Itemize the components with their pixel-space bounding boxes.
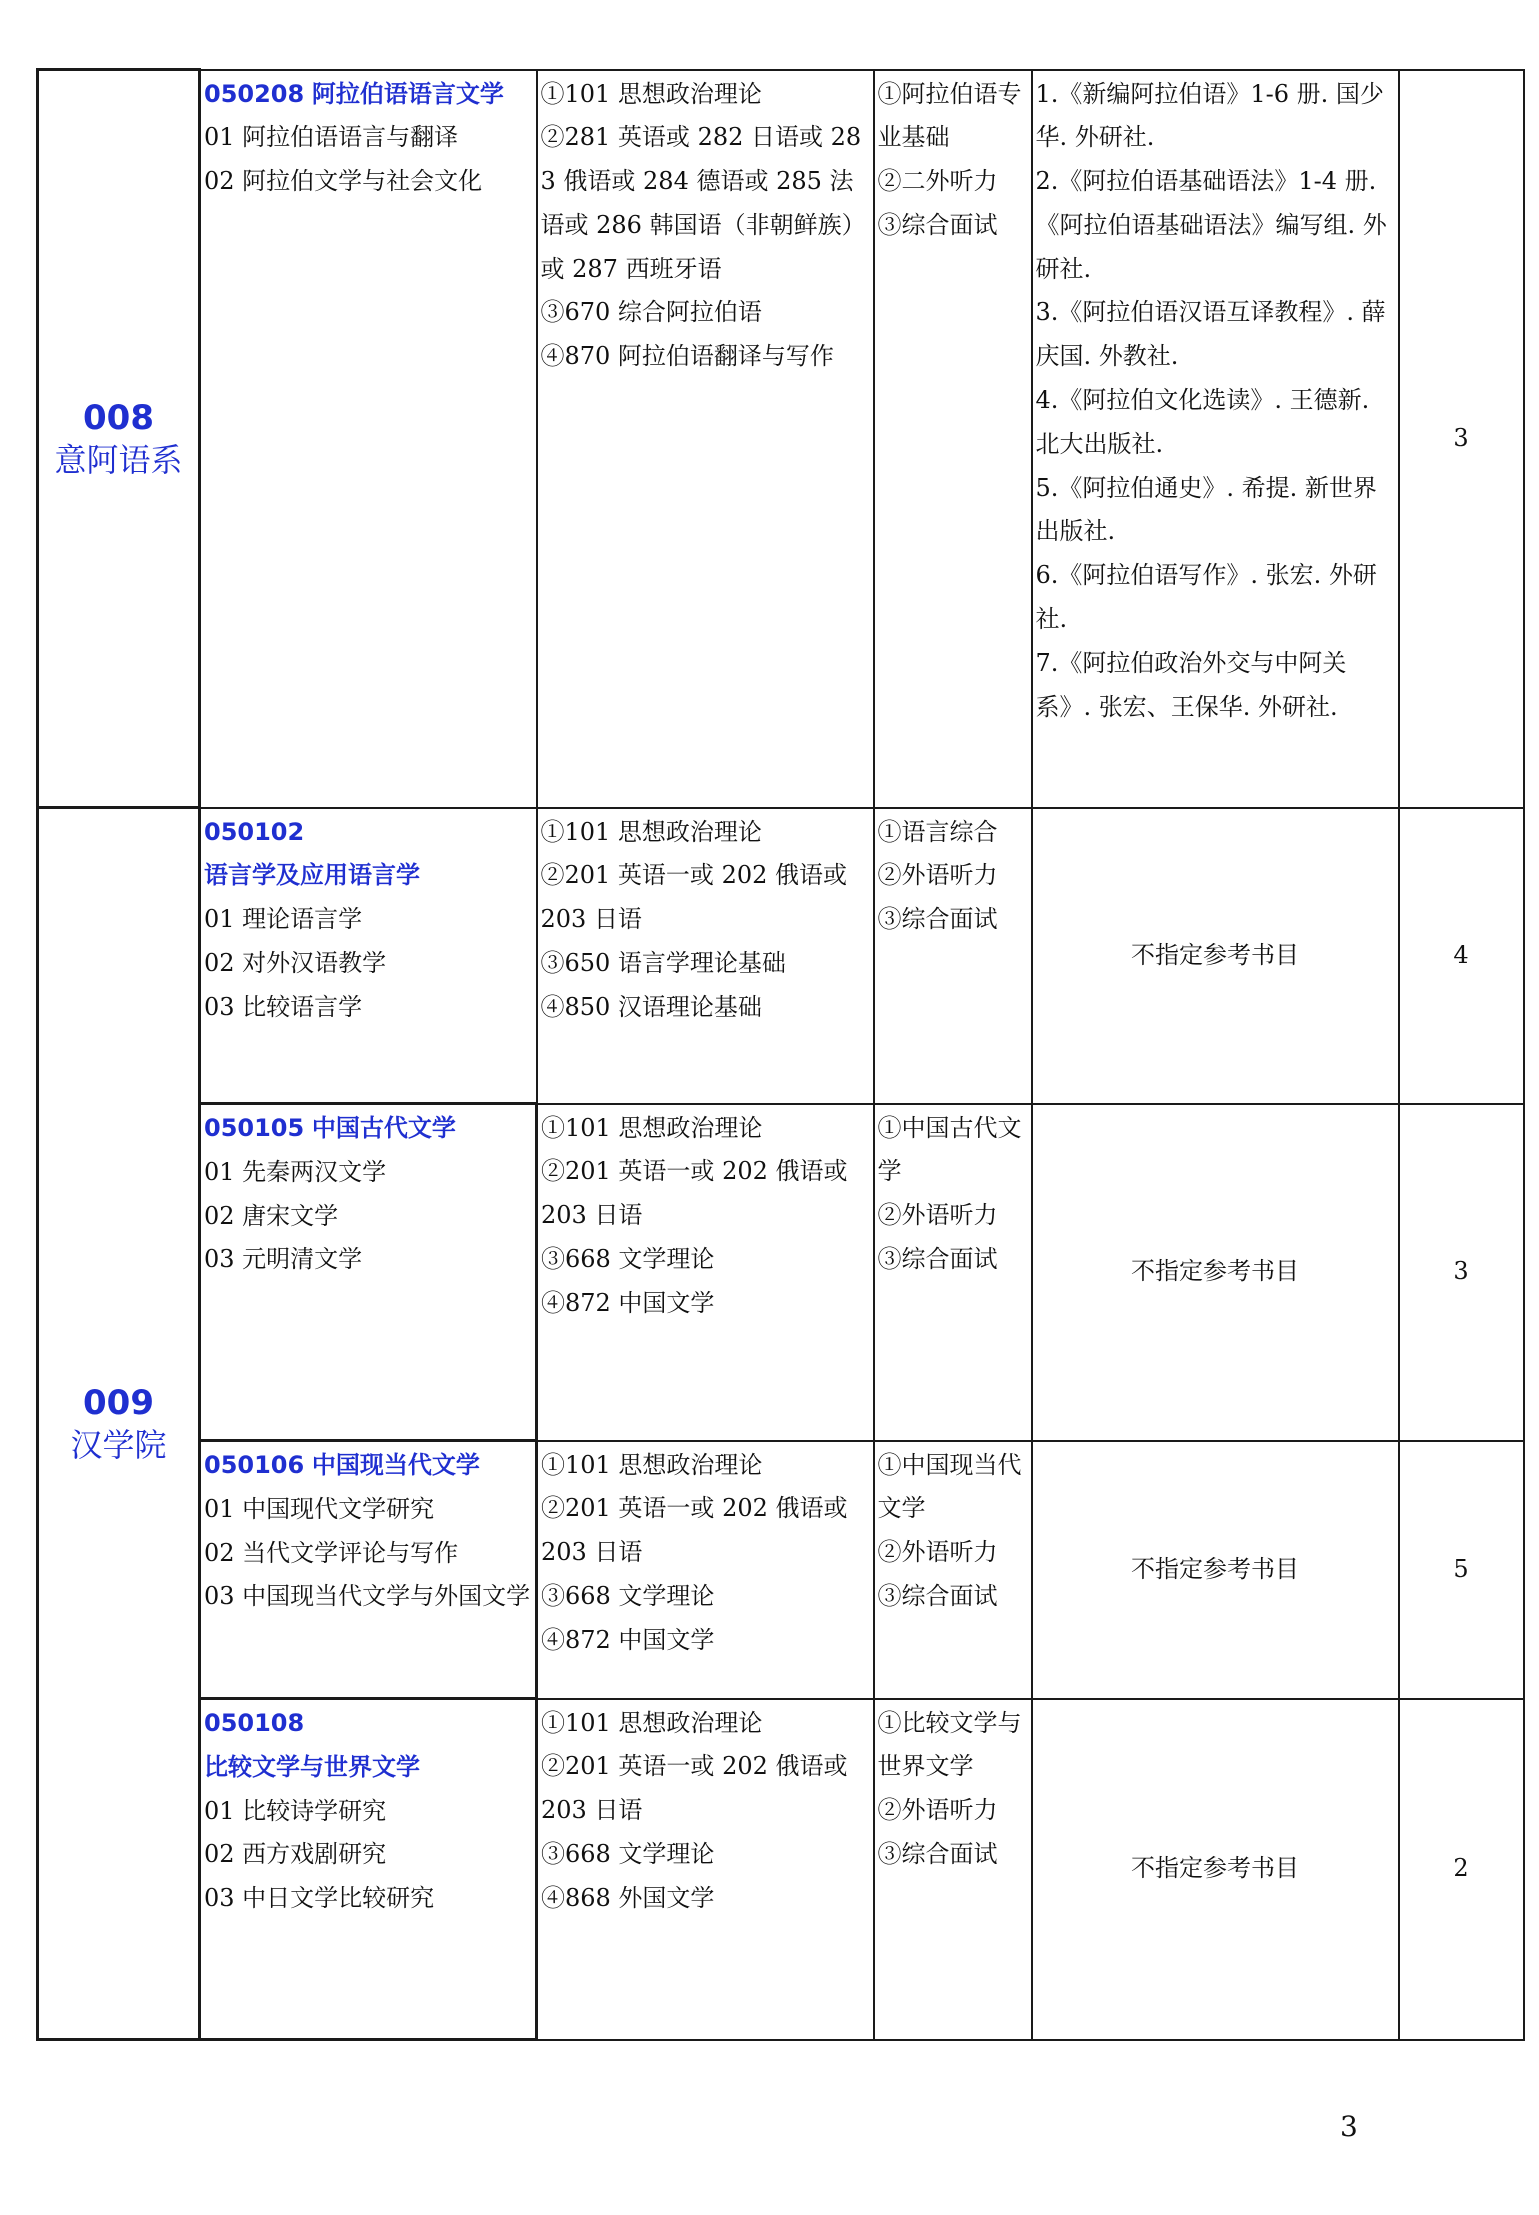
table-row <box>38 1441 1524 1699</box>
exam-subject: ④850 汉语理论基础 <box>540 992 762 1021</box>
exam-subject: ③650 语言学理论基础 <box>540 948 786 977</box>
table-row <box>38 808 1524 1104</box>
major-cell <box>200 808 537 1104</box>
retest-cell <box>874 1441 1032 1699</box>
book-item: 6.《阿拉伯语写作》. 张宏. 外研社. <box>1035 561 1377 634</box>
retest-item: ②外语听力 <box>877 1538 998 1567</box>
exam-subject: ①101 思想政治理论 <box>541 1113 763 1142</box>
exam-cell <box>537 808 874 1104</box>
exam-subject: ①101 思想政治理论 <box>541 1708 763 1737</box>
count-cell: 3 <box>1399 70 1524 808</box>
book-item: 7.《阿拉伯政治外交与中阿关系》. 张宏、王保华. 外研社. <box>1035 648 1347 721</box>
retest-item: ③综合面试 <box>877 1244 998 1273</box>
retest-item: ②外语听力 <box>877 1796 998 1825</box>
major-code: 050102 <box>204 817 305 846</box>
exam-subject: ①101 思想政治理论 <box>540 817 762 846</box>
direction: 03 元明清文学 <box>204 1245 363 1274</box>
dept-name: 意阿语系 <box>54 440 183 479</box>
exam-cell <box>537 1104 874 1441</box>
direction: 02 唐宋文学 <box>204 1201 339 1230</box>
retest-cell <box>874 70 1032 808</box>
dept-name: 汉学院 <box>70 1425 167 1464</box>
retest-item: ①比较文学与世界文学 <box>877 1708 1022 1781</box>
direction: 01 先秦两汉文学 <box>204 1157 387 1186</box>
retest-item: ①语言综合 <box>877 817 998 846</box>
major-name: 语言学及应用语言学 <box>204 861 420 890</box>
count-cell: 2 <box>1399 1699 1524 2040</box>
direction: 01 阿拉伯语语言与翻译 <box>204 123 459 152</box>
exam-subject: ④870 阿拉伯语翻译与写作 <box>540 342 834 371</box>
major-cell <box>200 1699 537 2040</box>
retest-item: ③综合面试 <box>877 1839 998 1868</box>
exam-subject: ③670 综合阿拉伯语 <box>540 298 762 327</box>
exam-subject: ①101 思想政治理论 <box>540 79 762 108</box>
exam-subject: ③668 文学理论 <box>541 1244 715 1273</box>
retest-cell <box>874 808 1032 1104</box>
book-item: 2.《阿拉伯语基础语法》1-4 册.《阿拉伯语基础语法》编写组. 外研社. <box>1035 167 1387 283</box>
books-cell: 不指定参考书目 <box>1032 1104 1399 1441</box>
exam-subject: ①101 思想政治理论 <box>541 1450 763 1479</box>
book-item: 3.《阿拉伯语汉语互译教程》. 薛庆国. 外教社. <box>1035 298 1386 371</box>
dept-code: 008 <box>83 397 154 438</box>
retest-item: ③综合面试 <box>877 905 998 934</box>
direction: 02 阿拉伯文学与社会文化 <box>204 167 483 196</box>
exam-subject: ③668 文学理论 <box>541 1581 715 1610</box>
exam-subject: ④868 外国文学 <box>541 1883 715 1912</box>
page-number: 3 <box>1340 2110 1358 2143</box>
books-cell <box>1032 70 1399 808</box>
exam-cell <box>537 70 874 808</box>
exam-subject: ②201 英语一或 202 俄语或 203 日语 <box>541 1157 848 1230</box>
books-cell: 不指定参考书目 <box>1032 808 1399 1104</box>
retest-cell <box>874 1104 1032 1441</box>
direction: 02 西方戏剧研究 <box>204 1840 387 1869</box>
direction: 03 比较语言学 <box>204 992 363 1021</box>
direction: 01 理论语言学 <box>204 905 363 934</box>
exam-subject: ②201 英语一或 202 俄语或 203 日语 <box>541 1494 848 1567</box>
exam-cell <box>537 1441 874 1699</box>
admissions-table <box>36 68 1525 2041</box>
direction: 03 中国现当代文学与外国文学 <box>204 1582 531 1611</box>
direction: 03 中日文学比较研究 <box>204 1884 435 1913</box>
retest-item: ①中国古代文学 <box>877 1113 1022 1186</box>
exam-subject: ④872 中国文学 <box>541 1288 715 1317</box>
table-row <box>38 1104 1524 1441</box>
direction: 01 中国现代文学研究 <box>204 1494 435 1523</box>
major-name: 中国现当代文学 <box>311 1451 480 1479</box>
retest-item: ①阿拉伯语专业基础 <box>877 79 1022 152</box>
table-row <box>38 70 1524 808</box>
dept-code: 009 <box>83 1382 154 1423</box>
exam-subject: ②281 英语或 282 日语或 283 俄语或 284 德语或 285 法语或 286 韩国语（非朝鲜族）或 287 西班牙语 <box>540 123 866 283</box>
exam-subject: ②201 英语一或 202 俄语或 203 日语 <box>540 861 848 934</box>
retest-item: ②二外听力 <box>877 167 998 196</box>
direction: 02 当代文学评论与写作 <box>204 1538 459 1567</box>
table-row <box>38 1699 1524 2040</box>
retest-cell <box>874 1699 1032 2040</box>
exam-subject: ④872 中国文学 <box>541 1625 715 1654</box>
dept-cell <box>38 808 200 2040</box>
direction: 01 比较诗学研究 <box>204 1796 387 1825</box>
major-code: 050105 <box>204 1114 305 1142</box>
major-name: 阿拉伯语语言文学 <box>311 79 504 108</box>
major-code: 050208 <box>204 79 305 108</box>
major-cell <box>200 1441 537 1699</box>
book-item: 5.《阿拉伯通史》. 希提. 新世界出版社. <box>1035 473 1377 546</box>
direction: 02 对外汉语教学 <box>204 948 387 977</box>
retest-item: ①中国现当代文学 <box>877 1450 1022 1523</box>
book-item: 1.《新编阿拉伯语》1-6 册. 国少华. 外研社. <box>1035 79 1384 152</box>
major-cell <box>200 70 537 808</box>
major-name: 中国古代文学 <box>311 1114 456 1142</box>
retest-item: ②外语听力 <box>877 1201 998 1230</box>
major-name: 比较文学与世界文学 <box>204 1752 420 1781</box>
major-code: 050108 <box>204 1709 305 1737</box>
exam-subject: ③668 文学理论 <box>541 1839 715 1868</box>
retest-item: ②外语听力 <box>877 861 998 890</box>
exam-subject: ②201 英语一或 202 俄语或 203 日语 <box>541 1752 848 1825</box>
count-cell: 5 <box>1399 1441 1524 1699</box>
count-cell: 4 <box>1399 808 1524 1104</box>
exam-cell <box>537 1699 874 2040</box>
retest-item: ③综合面试 <box>877 1581 998 1610</box>
book-item: 4.《阿拉伯文化选读》. 王德新. 北大出版社. <box>1035 386 1370 458</box>
major-code: 050106 <box>204 1451 305 1479</box>
books-cell: 不指定参考书目 <box>1032 1441 1399 1699</box>
count-cell: 3 <box>1399 1104 1524 1441</box>
retest-item: ③综合面试 <box>877 210 998 239</box>
major-cell <box>200 1104 537 1441</box>
books-cell: 不指定参考书目 <box>1032 1699 1399 2040</box>
dept-cell <box>38 70 200 808</box>
